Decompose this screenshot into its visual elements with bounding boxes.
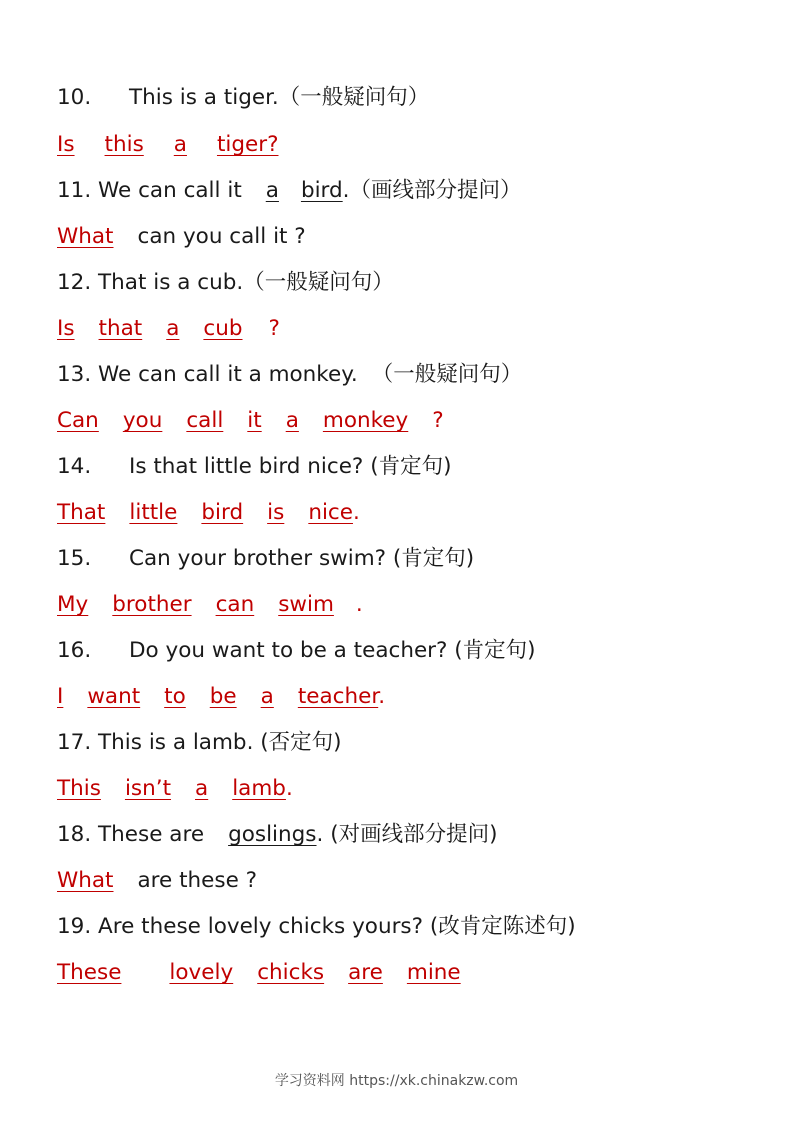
answer-word: to: [164, 684, 186, 709]
question-text: Can your brother swim?: [129, 546, 387, 571]
question-number: 17.: [57, 730, 92, 755]
answer-word: brother: [112, 592, 192, 617]
question-number: 16.: [57, 638, 92, 663]
answer-rest: can you call it ?: [137, 224, 306, 249]
answer-word: What: [57, 868, 114, 893]
question-text: Is that little bird nice?: [129, 454, 364, 479]
answer-19: [57, 957, 461, 989]
question-13: [57, 359, 522, 391]
answer-word: chicks: [257, 960, 325, 985]
question-task: (肯定句): [370, 454, 452, 479]
answer-word: mine: [406, 960, 461, 985]
answer-word: a: [260, 684, 274, 709]
answer-word: These: [57, 960, 122, 985]
answer-12: [57, 313, 280, 345]
answer-word: tiger?: [216, 132, 279, 157]
answer-word: I: [57, 684, 64, 709]
answer-word: teacher: [297, 684, 379, 709]
question-task: （一般疑问句）: [371, 362, 523, 387]
answer-word: This: [57, 776, 101, 801]
question-task: (肯定句): [454, 638, 536, 663]
answer-punct: .: [378, 684, 386, 709]
question-number: 15.: [57, 546, 92, 571]
question-19: [57, 911, 576, 943]
question-task: （画线部分提问）: [349, 178, 522, 203]
answer-word: be: [209, 684, 237, 709]
question-text: We can call it a monkey.: [98, 362, 358, 387]
question-text: Are these lovely chicks yours?: [98, 914, 424, 939]
underlined-word: bird: [300, 178, 343, 203]
answer-15: [57, 589, 363, 621]
answer-word: are: [348, 960, 383, 985]
answer-word: this: [104, 132, 144, 157]
question-task: (对画线部分提问): [330, 822, 498, 847]
answer-word: Is: [57, 316, 75, 341]
question-task: (改肯定陈述句): [429, 914, 576, 939]
question-task: （一般疑问句）: [278, 85, 430, 110]
underlined-word: a: [265, 178, 279, 203]
answer-word: Can: [57, 408, 99, 433]
answer-word: it: [247, 408, 262, 433]
question-11: [57, 175, 522, 207]
answer-16: [57, 681, 385, 713]
question-text: This is a tiger.: [129, 85, 279, 110]
answer-word: lovely: [169, 960, 234, 985]
answer-word: nice: [308, 500, 353, 525]
question-18: [57, 819, 497, 851]
answer-word: That: [57, 500, 106, 525]
question-number: 11.: [57, 178, 92, 203]
answer-word: What: [57, 224, 114, 249]
answer-underlined-blank: [57, 132, 291, 157]
answer-18: [57, 865, 257, 897]
question-10: [57, 82, 429, 114]
answer-word: lamb: [232, 776, 286, 801]
answer-10: [57, 129, 291, 161]
question-12: [57, 267, 394, 299]
question-text: These are: [98, 822, 205, 847]
answer-punct: .: [285, 776, 293, 801]
footer-watermark: 学习资料网 https://xk.chinakzw.com: [274, 1073, 519, 1089]
answer-14: [57, 497, 360, 529]
question-number: 13.: [57, 362, 92, 387]
answer-word: a: [285, 408, 299, 433]
answer-word: monkey: [322, 408, 409, 433]
answer-word: My: [57, 592, 89, 617]
answer-word: a: [173, 132, 187, 157]
answer-word: little: [129, 500, 178, 525]
answer-word: want: [87, 684, 141, 709]
answer-word: call: [186, 408, 224, 433]
question-text: That is a cub.: [98, 270, 244, 295]
answer-punct: ?: [432, 408, 444, 433]
question-number: 19.: [57, 914, 92, 939]
answer-11: [57, 221, 306, 253]
answer-word: can: [215, 592, 255, 617]
question-number: 14.: [57, 454, 92, 479]
question-text: We can call it: [98, 178, 242, 203]
period: .: [342, 178, 350, 203]
question-text: Do you want to be a teacher?: [129, 638, 448, 663]
answer-word: that: [98, 316, 143, 341]
question-16: [57, 635, 536, 667]
answer-word: a: [195, 776, 209, 801]
answer-word: cub: [203, 316, 243, 341]
question-15: [57, 543, 474, 575]
answer-rest: are these ?: [137, 868, 258, 893]
answer-13: [57, 405, 444, 437]
question-number: 12.: [57, 270, 92, 295]
question-task: (否定句): [260, 730, 342, 755]
question-17: [57, 727, 342, 759]
question-task: （一般疑问句）: [243, 270, 394, 295]
answer-word: isn’t: [124, 776, 172, 801]
answer-17: [57, 773, 293, 805]
answer-word: swim: [278, 592, 334, 617]
underlined-word: goslings: [228, 822, 317, 847]
question-text: This is a lamb.: [98, 730, 254, 755]
answer-word: Is: [57, 132, 75, 157]
answer-word: bird: [201, 500, 244, 525]
answer-punct: ?: [268, 316, 280, 341]
question-number: 10.: [57, 85, 92, 110]
answer-word: you: [122, 408, 163, 433]
answer-word: is: [267, 500, 285, 525]
question-task: (肯定句): [392, 546, 475, 571]
question-14: [57, 451, 451, 483]
answer-punct: .: [352, 500, 360, 525]
answer-word: a: [166, 316, 180, 341]
period: .: [316, 822, 324, 847]
answer-punct: .: [355, 592, 363, 617]
question-number: 18.: [57, 822, 92, 847]
